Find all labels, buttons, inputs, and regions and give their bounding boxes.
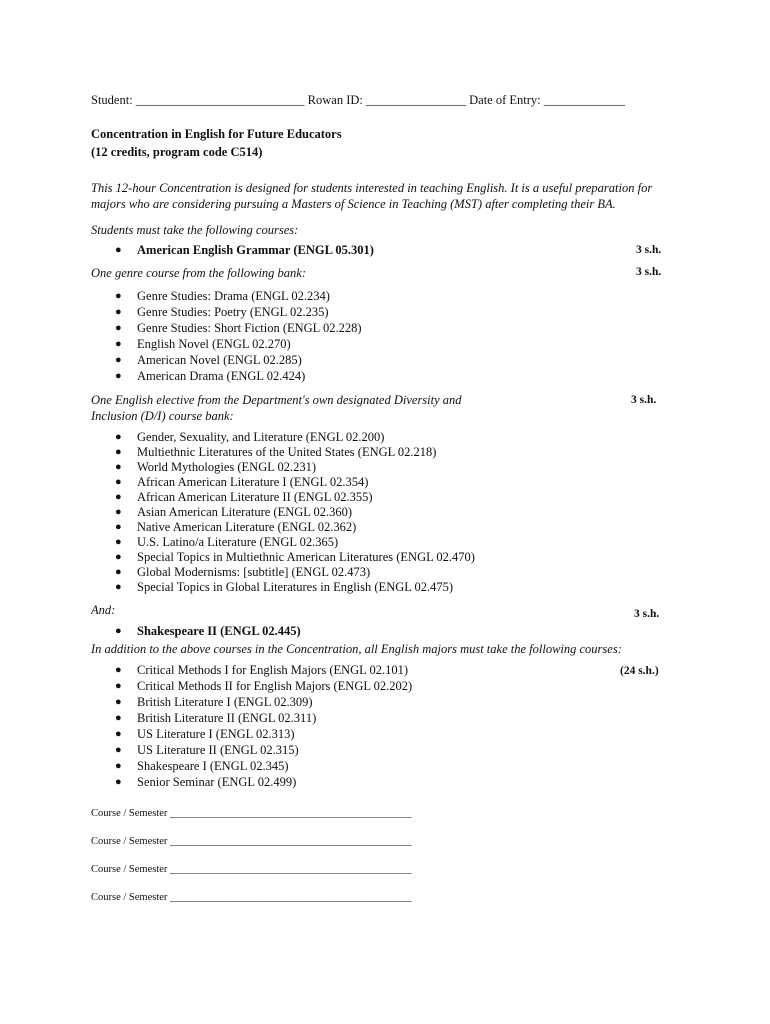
bullet-icon: ● bbox=[115, 244, 122, 256]
list-item bbox=[0, 460, 700, 475]
list-item bbox=[0, 758, 700, 774]
bullet-icon: ● bbox=[115, 664, 122, 676]
course-name: Critical Methods II for English Majors (ENGL 02.202) bbox=[137, 679, 413, 693]
course-name: Genre Studies: Poetry (ENGL 02.235) bbox=[137, 305, 329, 319]
course-name: African American Literature I (ENGL 02.354) bbox=[137, 475, 369, 489]
list-item bbox=[0, 320, 700, 336]
course-name: Senior Seminar (ENGL 02.499) bbox=[137, 775, 297, 789]
genre-heading: One genre course from the following bank: bbox=[91, 266, 307, 280]
bullet-icon: ● bbox=[115, 566, 122, 578]
list-item bbox=[0, 475, 700, 490]
bullet-icon: ● bbox=[115, 290, 122, 302]
list-item bbox=[0, 352, 700, 368]
bullet-icon: ● bbox=[115, 506, 122, 518]
diversity-course-list bbox=[0, 430, 700, 595]
course-name: Critical Methods I for English Majors (ENGL 02.101) bbox=[137, 663, 409, 677]
course-name: Genre Studies: Drama (ENGL 02.234) bbox=[137, 289, 330, 303]
bullet-icon: ● bbox=[115, 536, 122, 548]
bullet-icon: ● bbox=[115, 431, 122, 443]
majors-credits: (24 s.h.) bbox=[620, 665, 659, 677]
intro-paragraph: This 12-hour Concentration is designed for students interested in teaching English. It is a useful preparation for majors who are considering pursuing a Masters of Science in Teaching (MST) after completing their BA. bbox=[91, 181, 653, 211]
course-name: American Drama (ENGL 02.424) bbox=[137, 369, 306, 383]
course-name: American Novel (ENGL 02.285) bbox=[137, 353, 302, 367]
course-name: Special Topics in Global Literatures in English (ENGL 02.475) bbox=[137, 580, 454, 594]
bullet-icon: ● bbox=[115, 625, 122, 637]
bullet-icon: ● bbox=[115, 680, 122, 692]
program-code: (12 credits, program code C514) bbox=[91, 145, 263, 159]
course-name: Shakespeare I (ENGL 02.345) bbox=[137, 759, 289, 773]
course-semester-line: Course / Semester ______________________________________________ bbox=[91, 864, 412, 875]
list-item bbox=[0, 742, 700, 758]
bullet-icon: ● bbox=[115, 306, 122, 318]
list-item bbox=[0, 520, 700, 535]
bullet-icon: ● bbox=[115, 696, 122, 708]
bullet-icon: ● bbox=[115, 322, 122, 334]
course-name: Gender, Sexuality, and Literature (ENGL 02.200) bbox=[137, 430, 385, 444]
course-name: Native American Literature (ENGL 02.362) bbox=[137, 520, 357, 534]
course-name: World Mythologies (ENGL 02.231) bbox=[137, 460, 317, 474]
diversity-credits: 3 s.h. bbox=[631, 394, 657, 406]
bullet-icon: ● bbox=[115, 728, 122, 740]
bullet-icon: ● bbox=[115, 446, 122, 458]
list-item bbox=[0, 445, 700, 460]
required-heading: Students must take the following courses: bbox=[91, 223, 299, 237]
list-item bbox=[0, 774, 700, 790]
bullet-icon: ● bbox=[115, 712, 122, 724]
and-credits: 3 s.h. bbox=[634, 608, 660, 620]
course-name: English Novel (ENGL 02.270) bbox=[137, 337, 291, 351]
bullet-icon: ● bbox=[115, 551, 122, 563]
majors-course-list bbox=[0, 662, 700, 790]
bullet-icon: ● bbox=[115, 744, 122, 756]
list-item bbox=[0, 242, 700, 258]
course-name: Multiethnic Literatures of the United States (ENGL 02.218) bbox=[137, 445, 437, 459]
bullet-icon: ● bbox=[115, 370, 122, 382]
course-name: U.S. Latino/a Literature (ENGL 02.365) bbox=[137, 535, 339, 549]
genre-course-list bbox=[0, 288, 700, 384]
list-item bbox=[0, 565, 700, 580]
list-item bbox=[0, 336, 700, 352]
course-name: Genre Studies: Short Fiction (ENGL 02.228) bbox=[137, 321, 362, 335]
required-credits: 3 s.h. bbox=[636, 244, 662, 256]
list-item bbox=[0, 535, 700, 550]
course-semester-line: Course / Semester ______________________________________________ bbox=[91, 836, 412, 847]
list-item bbox=[0, 490, 700, 505]
list-item bbox=[0, 710, 700, 726]
bullet-icon: ● bbox=[115, 776, 122, 788]
bullet-icon: ● bbox=[115, 354, 122, 366]
majors-heading: In addition to the above courses in the Concentration, all English majors must take the following courses: bbox=[91, 642, 622, 656]
course-name: African American Literature II (ENGL 02.355) bbox=[137, 490, 373, 504]
bullet-icon: ● bbox=[115, 491, 122, 503]
list-item bbox=[0, 580, 700, 595]
diversity-heading: One English elective from the Department's own designated Diversity and Inclusion (D/I) course bank: bbox=[91, 393, 462, 423]
bullet-icon: ● bbox=[115, 581, 122, 593]
and-course-list bbox=[0, 623, 700, 639]
required-course: American English Grammar (ENGL 05.301) bbox=[137, 243, 374, 257]
bullet-icon: ● bbox=[115, 760, 122, 772]
list-item bbox=[0, 368, 700, 384]
bullet-icon: ● bbox=[115, 461, 122, 473]
course-name: Global Modernisms: [subtitle] (ENGL 02.473) bbox=[137, 565, 371, 579]
course-name: US Literature II (ENGL 02.315) bbox=[137, 743, 299, 757]
list-item bbox=[0, 726, 700, 742]
list-item bbox=[0, 623, 700, 639]
course-semester-line: Course / Semester ______________________________________________ bbox=[91, 808, 412, 819]
list-item bbox=[0, 430, 700, 445]
list-item bbox=[0, 678, 700, 694]
list-item bbox=[0, 694, 700, 710]
shakespeare-ii-course: Shakespeare II (ENGL 02.445) bbox=[137, 624, 301, 638]
list-item bbox=[0, 304, 700, 320]
course-name: US Literature I (ENGL 02.313) bbox=[137, 727, 295, 741]
bullet-icon: ● bbox=[115, 476, 122, 488]
course-name: British Literature II (ENGL 02.311) bbox=[137, 711, 317, 725]
genre-credits: 3 s.h. bbox=[636, 266, 662, 278]
bullet-icon: ● bbox=[115, 521, 122, 533]
course-name: Special Topics in Multiethnic American Literatures (ENGL 02.470) bbox=[137, 550, 475, 564]
list-item bbox=[0, 550, 700, 565]
concentration-title: Concentration in English for Future Educators bbox=[91, 127, 342, 141]
course-name: Asian American Literature (ENGL 02.360) bbox=[137, 505, 353, 519]
required-course-list bbox=[0, 242, 700, 258]
list-item bbox=[0, 662, 700, 678]
student-info-line: Student: ___________________________ Rowan ID: ________________ Date of Entry: _____________ bbox=[91, 93, 625, 107]
course-name: British Literature I (ENGL 02.309) bbox=[137, 695, 313, 709]
list-item bbox=[0, 288, 700, 304]
and-heading: And: bbox=[91, 603, 116, 617]
bullet-icon: ● bbox=[115, 338, 122, 350]
list-item bbox=[0, 505, 700, 520]
course-semester-line: Course / Semester ______________________________________________ bbox=[91, 892, 412, 903]
